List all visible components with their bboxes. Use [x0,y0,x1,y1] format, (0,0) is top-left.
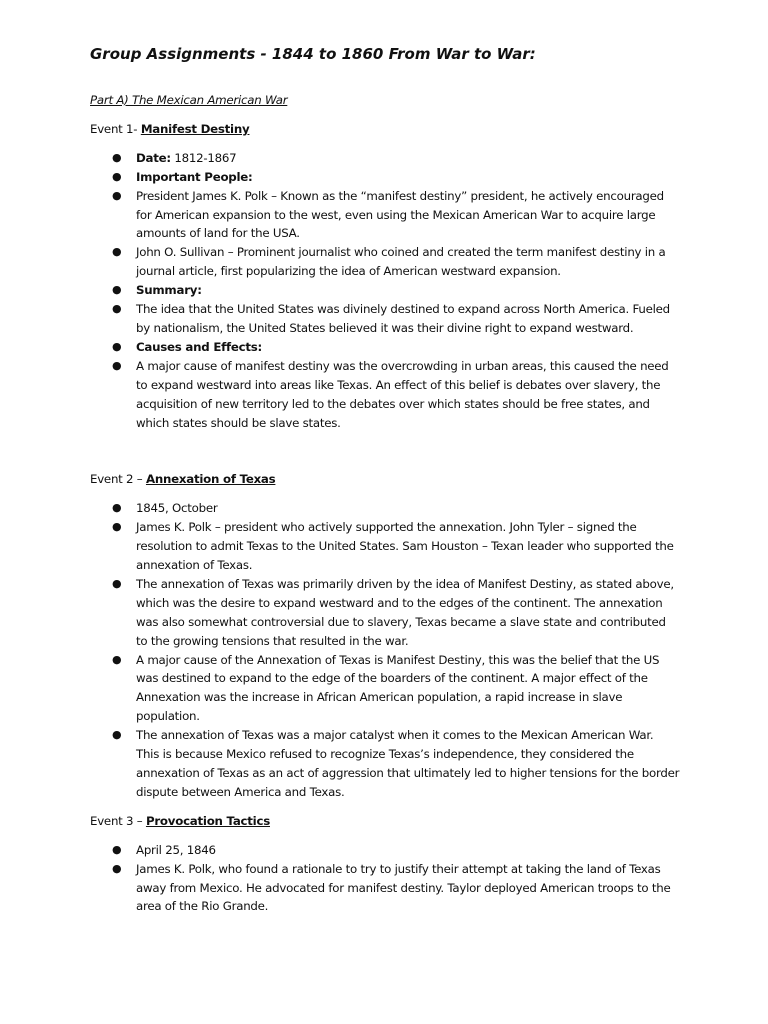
event-2-title: Annexation of Texas [145,472,276,487]
bullet-icon: ● [112,245,122,259]
item-label: Causes and Effects: [136,339,263,354]
item-text: A major cause of the Annexation of Texas is Manifest Destiny, this was the belief that the US was destined to expand to the edge of the boarders of the continent. A major effect of the Annexation was the increase in African American population, a rapid increase in slave population. [136,652,660,724]
item-text: 1845, October [136,501,218,516]
item-label: Important People: [136,169,253,184]
list-item [90,726,680,802]
event-3-prefix: Event 3 – [90,813,146,828]
list-item [90,575,680,651]
bullet-icon: ● [112,728,122,742]
bullet-icon: ● [112,520,122,534]
spacer [90,432,690,470]
list-item [90,518,680,575]
list-item [90,651,680,727]
list-item [90,860,680,917]
document-title: Group Assignments - 1844 to 1860 From War to War: [90,45,536,63]
document-page [90,44,690,916]
item-text: The idea that the United States was divinely destined to expand across North America. Fueled by nationalism, the United States believed it was their divine right to expand westward. [136,302,670,335]
item-text: A major cause of manifest destiny was the overcrowding in urban areas, this caused the need to expand westward into areas like Texas. An effect of this belief is debates over slavery, the acquisition of new territory led to the debates over which states should be free states, and which states should be slave states. [136,358,669,430]
bullet-icon: ● [112,302,122,316]
list-item [90,168,680,187]
list-item [90,300,680,338]
item-text: James K. Polk, who found a rationale to try to justify their attempt at taking the land of Texas away from Mexico. He advocated for manifest destiny. Taylor deployed American troops to the area of the Rio Grande. [136,861,671,914]
item-text: John O. Sullivan – Prominent journalist who coined and created the term manifest destiny in a journal article, first popularizing the idea of American westward expansion. [136,245,666,279]
bullet-icon: ● [112,283,122,297]
list-item [90,187,680,244]
list-item [90,338,680,357]
list-item [90,499,680,518]
event-2-prefix: Event 2 – [90,472,146,487]
document-body [90,91,690,916]
list-item [90,357,680,433]
event-3-title: Provocation Tactics [145,813,270,828]
bullet-icon: ● [112,861,122,875]
event-1-prefix: Event 1- [90,121,141,136]
item-label: Date: [136,150,171,165]
event-2-list [90,499,690,802]
item-text: 1812-1867 [170,150,237,165]
item-text: The annexation of Texas was a major catalyst when it comes to the Mexican American War. This is because Mexico refused to recognize Texas’s independence, they considered the annexation of Texas as an act of aggression that ultimately led to higher tensions for the border dispute between America and Texas. [136,728,680,799]
part-heading: Part A) The Mexican American War [90,93,288,107]
bullet-icon: ● [112,358,122,372]
bullet-icon: ● [112,842,122,856]
event-3-list [90,841,690,917]
event-3-heading [90,812,690,831]
item-text: The annexation of Texas was primarily driven by the idea of Manifest Destiny, as stated above, which was the desire to expand westward and to the edges of the continent. The annexation was also somewhat controversial due to slavery, Texas became a slave state and contributed to the growing tensions that resulted in the war. [136,576,674,648]
item-text: April 25, 1846 [136,842,216,857]
list-item [90,841,680,860]
bullet-icon: ● [112,150,122,164]
bullet-icon: ● [112,188,122,202]
item-text: James K. Polk – president who actively supported the annexation. John Tyler – signed the resolution to admit Texas to the United States. Sam Houston – Texan leader who supported the annexation of Texas. [136,520,674,573]
bullet-icon: ● [112,169,122,183]
list-item [90,243,680,281]
event-2-heading [90,470,690,489]
event-1-list [90,149,690,433]
item-text: President James K. Polk – Known as the “manifest destiny” president, he actively encouraged for American expansion to the west, even using the Mexican American War to acquire large amounts of land for the USA. [136,188,664,241]
item-label: Summary: [136,283,202,298]
list-item [90,149,680,168]
bullet-icon: ● [112,576,122,590]
list-item [90,281,680,300]
bullet-icon: ● [112,339,122,353]
event-1-title: Manifest Destiny [140,121,250,136]
event-1-heading [90,120,690,139]
bullet-icon: ● [112,652,122,666]
spacer [90,802,690,812]
bullet-icon: ● [112,501,122,515]
